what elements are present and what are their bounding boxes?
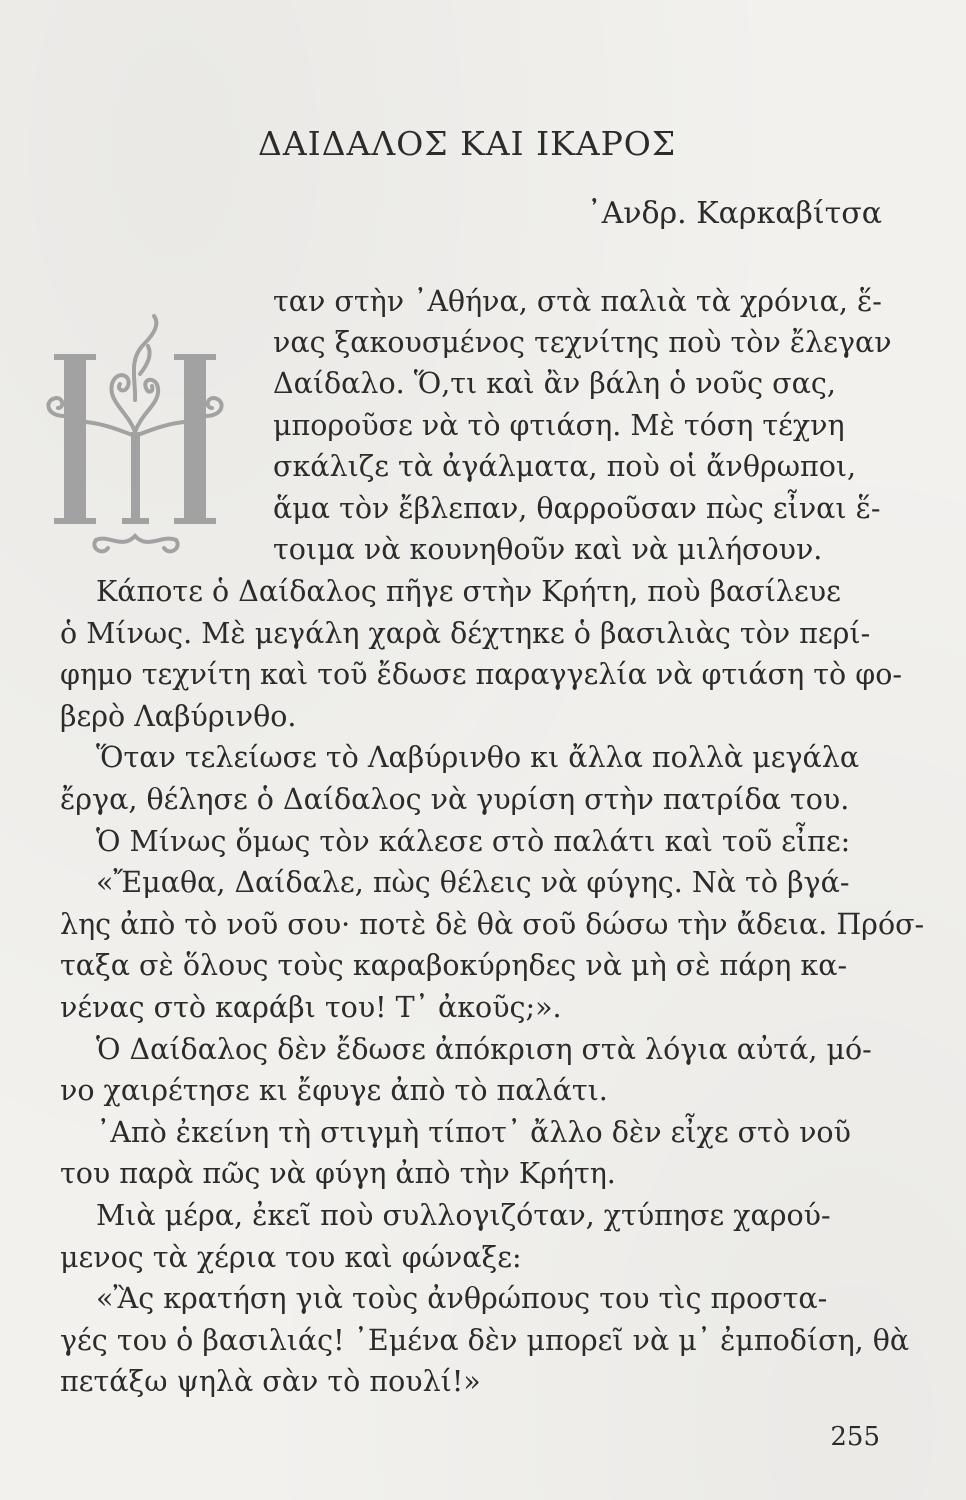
- ornamental-initial-eta: [36, 304, 251, 566]
- text-line: «Ἔμαθα, Δαίδαλε, πὼς θέλεις νὰ φύγης. Νὰ τὸ βγά-: [96, 866, 850, 899]
- text-line: γές του ὁ βασιλιάς! ᾿Εμένα δὲν μπορεῖ νὰ μ᾿ ἐμποδίση, θὰ: [60, 1324, 910, 1357]
- text-line: νο χαιρέτησε κι ἔφυγε ἀπὸ τὸ παλάτι.: [60, 1074, 608, 1107]
- text-line: μενος τὰ χέρια του καὶ φώναξε:: [60, 1241, 522, 1274]
- text-line: ἔργα, θέλησε ὁ Δαίδαλος νὰ γυρίση στὴν πατρίδα του.: [60, 783, 850, 816]
- text-line: Δαίδαλο. Ὅ,τι καὶ ἂν βάλη ὁ νοῦς σας,: [273, 367, 836, 400]
- text-line: «Ἂς κρατήση γιὰ τοὺς ἀνθρώπους του τὶς προστα-: [96, 1282, 828, 1315]
- text-line: φημο τεχνίτη καὶ τοῦ ἔδωσε παραγγελία νὰ φτιάση τὸ φο-: [60, 658, 902, 691]
- text-line: Κάποτε ὁ Δαίδαλος πῆγε στὴν Κρήτη, ποὺ βασίλευε: [96, 575, 841, 608]
- text-line: νας ξακουσμένος τεχνίτης ποὺ τὸν ἔλεγαν: [273, 326, 892, 359]
- text-line: Ὁ Δαίδαλος δὲν ἔδωσε ἀπόκριση στὰ λόγια αὐτά, μό-: [96, 1033, 872, 1066]
- text-line: ᾿Απὸ ἐκείνη τὴ στιγμὴ τίποτ᾿ ἄλλο δὲν εἶχε στὸ νοῦ: [96, 1116, 851, 1149]
- text-line: πετάξω ψηλὰ σὰν τὸ πουλί!»: [60, 1365, 481, 1398]
- text-line: Ὁ Μίνως ὅμως τὸν κάλεσε στὸ παλάτι καὶ τοῦ εἶπε:: [96, 825, 851, 858]
- text-line: ὁ Μίνως. Μὲ μεγάλη χαρὰ δέχτηκε ὁ βασιλιὰς τὸν περί-: [60, 617, 871, 650]
- text-line: βερὸ Λαβύρινθο.: [60, 700, 297, 733]
- text-line: σκάλιζε τὰ ἀγάλματα, ποὺ οἱ ἄνθρωποι,: [273, 450, 857, 483]
- text-line: ταξα σὲ ὅλους τοὺς καραβοκύρηδες νὰ μὴ σὲ πάρη κα-: [60, 949, 848, 982]
- text-line: νένας στὸ καράβι του! Τ᾿ ἀκοῦς;».: [60, 991, 562, 1024]
- text-line: ἅμα τὸν ἔβλεπαν, θαρροῦσαν πὼς εἶναι ἕ-: [273, 492, 881, 525]
- text-line: μποροῦσε νὰ τὸ φτιάση. Μὲ τόση τέχνη: [273, 409, 845, 442]
- text-line: Μιὰ μέρα, ἐκεῖ ποὺ συλλογιζόταν, χτύπησε χαρού-: [96, 1199, 831, 1232]
- chapter-title: ΔΑΙΔΑΛΟΣ ΚΑΙ ΙΚΑΡΟΣ: [258, 124, 677, 163]
- text-line: Ὅταν τελείωσε τὸ Λαβύρινθο κι ἄλλα πολλὰ μεγάλα: [96, 741, 860, 774]
- text-line: του παρὰ πῶς νὰ φύγη ἀπὸ τὴν Κρήτη.: [60, 1157, 616, 1190]
- text-line: ταν στὴν ᾿Αθήνα, στὰ παλιὰ τὰ χρόνια, ἕ-: [273, 285, 882, 318]
- text-line: λης ἀπὸ τὸ νοῦ σου· ποτὲ δὲ θὰ σοῦ δώσω τὴν ἄδεια. Πρόσ-: [60, 908, 925, 941]
- text-line: τοιμα νὰ κουνηθοῦν καὶ νὰ μιλήσουν.: [273, 533, 823, 566]
- author-credit: ᾿Ανδρ. Καρκαβίτσα: [586, 196, 882, 231]
- page-number: 255: [830, 1422, 880, 1452]
